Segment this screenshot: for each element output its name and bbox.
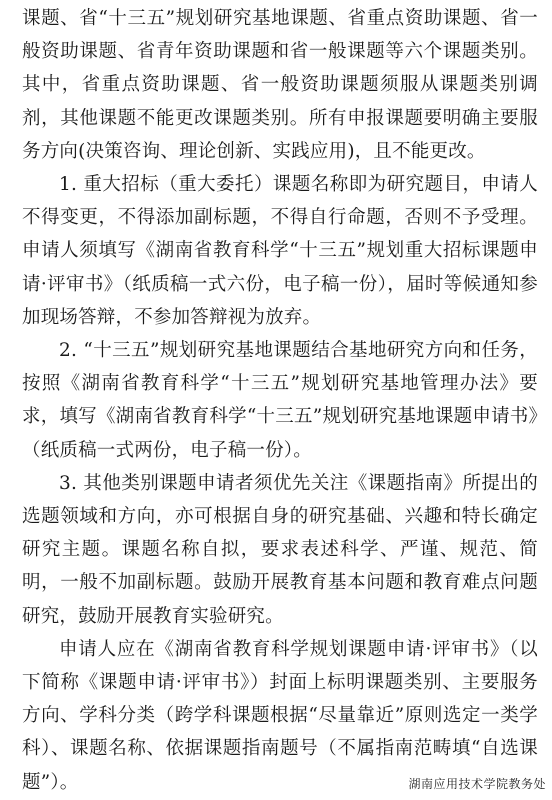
- paragraph-item-2: 2. “十三五”规划研究基地课题结合基地研究方向和任务，按照《湖南省教育科学“十三五”规划研究基地管理办法》要求，填写《湖南省教育科学“十三五”规划研究基地课题申请书》（纸质稿一式两份，电子稿一份）。: [22, 340, 538, 461]
- paragraph-item-3: 3. 其他类别课题申请者须优先关注《课题指南》所提出的选题领域和方向，亦可根据自身的研究基础、兴趣和特长确定研究主题。课题名称自拟，要求表述科学、严谨、规范、简明，一般不加副标题。鼓励开展教育基本问题和教育难点问题研究，鼓励开展教育实验研究。: [22, 472, 538, 627]
- paragraph-continuation: 课题、省“十三五”规划研究基地课题、省重点资助课题、省一般资助课题、省青年资助课题和省一般课题等六个课题类别。其中，省重点资助课题、省一般资助课题须服从课题类别调剂，其他课题不能更改课题类别。所有申报课题要明确主要服务方向(决策咨询、理论创新、实践应用)，且不能更改。: [22, 8, 538, 162]
- paragraph-applicant-note: 申请人应在《湖南省教育科学规划课题申请·评审书》（以下简称《课题申请·评审书》）封面上标明课题类别、主要服务方向、学科分类（跨学科课题根据“尽量靠近”原则选定一类学科）、课题名称、依据课题指南题号（不属指南范畴填“自选课题”）。: [22, 638, 538, 793]
- footer-credit: 湖南应用技术学院教务处: [408, 777, 546, 791]
- paragraph-item-1: 1. 重大招标（重大委托）课题名称即为研究题目，申请人不得变更，不得添加副标题，不得自行命题，否则不予受理。申请人须填写《湖南省教育科学“十三五”规划重大招标课题申请·评审书》（纸质稿一式六份，电子稿一份），届时等候通知参加现场答辩，不参加答辩视为放弃。: [22, 174, 538, 328]
- document-body: [22, 2, 538, 799]
